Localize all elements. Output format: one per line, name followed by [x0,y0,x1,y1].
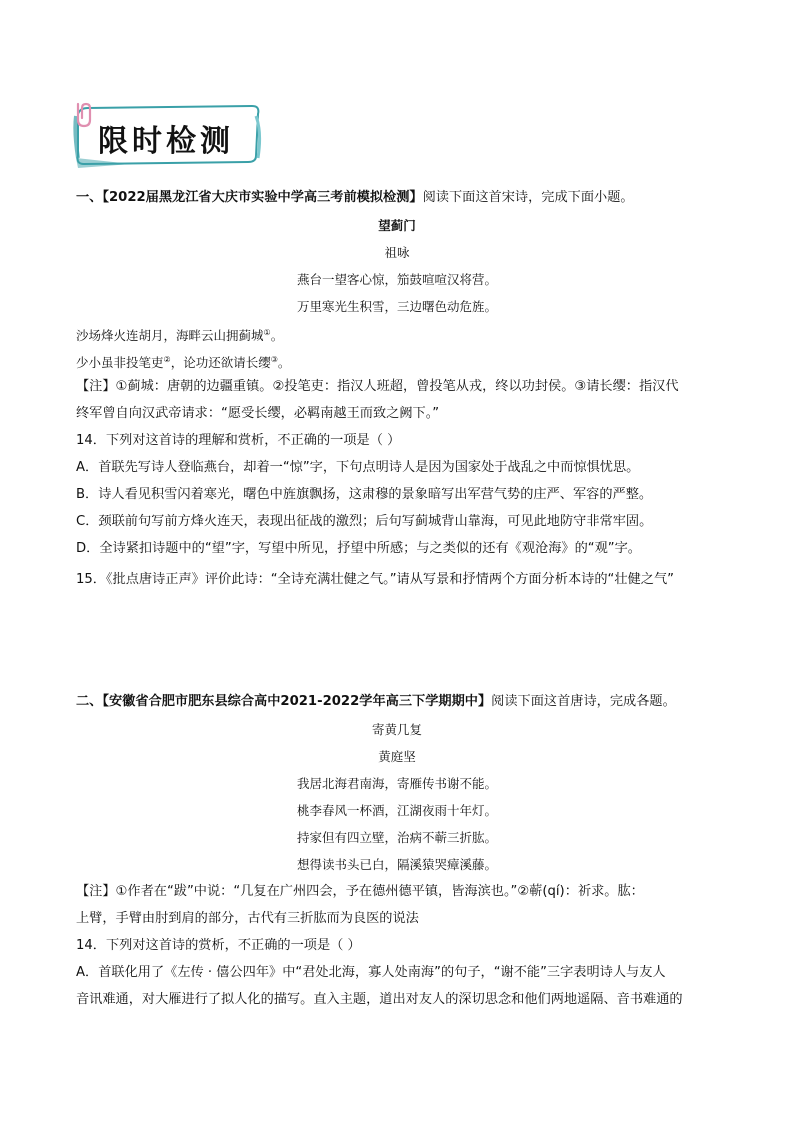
poem2-line: 桃李春风一杯酒，江湖夜雨十年灯。 [296,803,497,818]
poem2-author: 黄庭坚 [378,749,416,764]
section2-heading: 二、【安徽省合肥市肥东县综合高中2021-2022学年高三下学期期中】阅读下面这首唐诗，完成各题。 [76,694,676,709]
option-c: C．颈联前句写前方烽火连天，表现出征战的激烈；后句写蓟城背山靠海，可见此地防守非常牢固。 [76,514,653,529]
poem2-line: 持家但有四立壁，治病不蕲三折肱。 [296,830,497,845]
option-a: A．首联先写诗人登临燕台，却着一“惊”字，下句点明诗人是因为国家处于战乱之中而惊惧忧思。 [76,460,640,475]
paperclip-icon [72,102,96,128]
note-text: 上臂，手臂由肘到肩的部分，古代有三折肱而为良医的说法 [76,911,419,926]
poem2-line: 想得读书头已白，隔溪猿哭瘴溪藤。 [296,857,497,872]
question-14: 14．下列对这首诗的赏析，不正确的一项是（ ） [76,938,361,953]
poem1-title: 望蓟门 [378,218,416,233]
section1-heading: 一、【2022届黑龙江省大庆市实验中学高三考前模拟检测】阅读下面这首宋诗，完成下面小题。 [76,190,634,205]
question-15: 15．《批点唐诗正声》评价此诗：“全诗充满壮健之气。”请从写景和抒情两个方面分析本诗的“壮健之气” [76,572,674,587]
poem1-line: 万里寒光生积雪，三边曙色动危旌。 [296,299,497,314]
question-14: 14．下列对这首诗的理解和赏析，不正确的一项是（ ） [76,433,401,448]
option-a: A．首联化用了《左传 · 僖公四年》中“君处北海，寡人处南海”的句子，“谢不能”三字表明诗人与友人 [76,965,666,980]
section-header-badge [72,102,260,164]
option-a-continued: 音讯难通，对大雁进行了拟人化的描写。直入主题，道出对友人的深切思念和他们两地遥隔、音书难通的 [76,992,683,1007]
poem2-title: 寄黄几复 [371,722,422,737]
poem1-line: 少小虽非投笔吏②，论功还欲请长缨③。 [76,355,291,371]
option-d: D．全诗紧扣诗题中的“望”字，写望中所见，抒望中所感；与之类似的还有《观沧海》的“观”字。 [76,541,641,556]
option-b: B．诗人看见积雪闪着寒光，曙色中旌旗飘扬，这肃穆的景象暗写出军营气势的庄严、军容的严整。 [76,487,653,502]
note-text: 【注】①蓟城：唐朝的边疆重镇。②投笔吏：指汉人班超，曾投笔从戎，终以功封侯。③请长缨：指汉代 [76,379,679,394]
page-title: 限时检测 [98,124,234,159]
poem1-author: 祖咏 [384,245,410,260]
note-text: 【注】①作者在“跋”中说：“几复在广州四会，予在德州德平镇，皆海滨也。”②蕲(qí)：祈求。肱： [76,884,644,899]
note-text: 终军曾自向汉武帝请求：“愿受长缨，必羁南越王而致之阙下。” [76,406,440,421]
poem1-line: 沙场烽火连胡月，海畔云山拥蓟城①。 [76,328,284,344]
poem1-line: 燕台一望客心惊，笳鼓喧喧汉将营。 [296,272,497,287]
poem2-line: 我居北海君南海，寄雁传书谢不能。 [296,776,497,791]
